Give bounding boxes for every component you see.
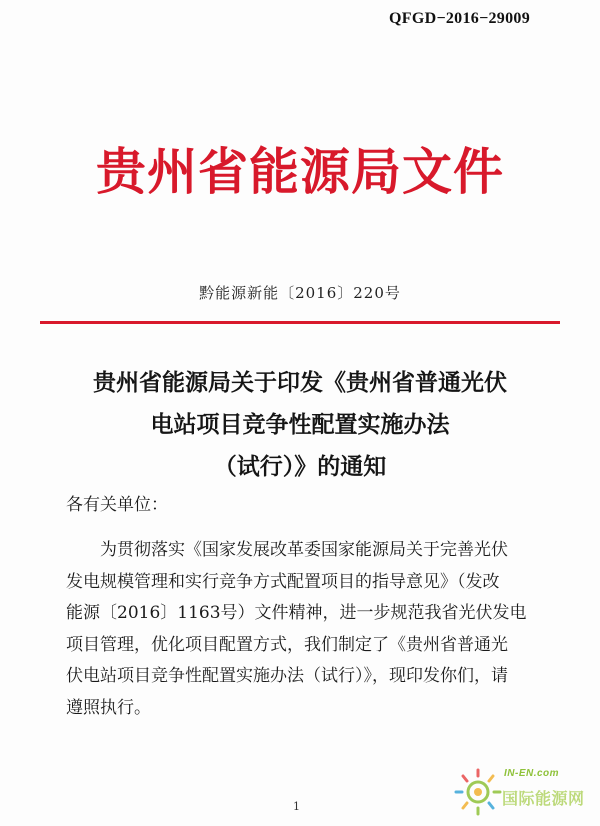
notice-title-line: 电站项目竞争性配置实施办法 [150,412,450,438]
body-line: 遵照执行。 [66,697,151,718]
document-code: QFGD−2016−29009 [389,10,530,27]
watermark-name: 国际能源网 [502,789,585,808]
red-divider-rule [40,321,560,324]
in-en-logo-icon [452,764,504,818]
page-number: 1 [293,800,300,813]
body-paragraph [66,535,546,724]
salutation: 各有关单位： [66,495,168,515]
notice-title-line: （试行）》的通知 [213,454,387,480]
document-number: 黔能源新能〔2016〕220号 [199,284,401,302]
watermark-site: IN-EN.com [504,768,560,779]
site-watermark [452,764,592,818]
body-line: 为贯彻落实《国家发展改革委国家能源局关于完善光伏 [66,540,508,560]
notice-title-line: 贵州省能源局关于印发《贵州省普通光伏 [93,370,507,396]
body-line: 伏电站项目竞争性配置实施办法（试行）》，现印发你们，请 [66,666,508,686]
body-line: 项目管理，优化项目配置方式，我们制定了《贵州省普通光 [66,634,508,655]
body-line: 发电规模管理和实行竞争方式配置项目的指导意见》（发改 [66,571,500,592]
body-line: 能源〔2016〕1163号）文件精神，进一步规范我省光伏发电 [66,603,527,623]
issuer-title: 贵州省能源局文件 [96,143,504,201]
notice-title [40,362,560,488]
